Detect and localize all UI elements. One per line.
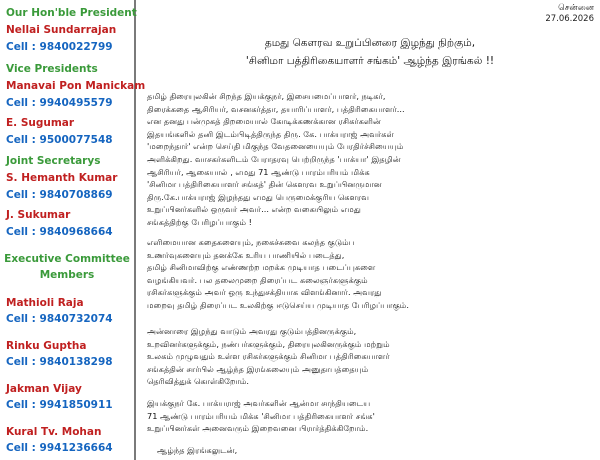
ec4-cell: Cell : 9941236664 bbox=[6, 442, 113, 454]
date-label: 27.06.2026 bbox=[545, 14, 594, 24]
date-block bbox=[545, 3, 594, 25]
ec4-name: Kural Tv. Mohan bbox=[6, 426, 102, 438]
paragraph-line: சங்கத்திற்கு பேரிழப்பாகும் ! bbox=[147, 216, 252, 227]
paragraph-line: அளிக்கிறது. வாசகர்களிடம் பேராதரவு பெற்றிருந்த 'பாக்யா' இதழின் bbox=[147, 153, 401, 164]
vp2-cell: Cell : 9500077548 bbox=[6, 134, 113, 146]
paragraph-line: 'சினிமா பத்திரிகையாளர் சங்கத்' தின் கௌரவ உறுப்பினருமான bbox=[147, 179, 382, 190]
paragraph-line: இயக்குநர் கே. பாக்யராஜ் அவர்களின் ஆன்மா சாந்தியடைய bbox=[147, 398, 371, 408]
paragraph-line: ரசிகர்களுக்கும் அவர் ஒரு உந்துசக்தியாக விளங்கினார். அவரது bbox=[147, 287, 382, 298]
paragraph-line: திரு.கே.பாக்யராஜ் இழந்தது எமது பெருமைக்குரிய கௌரவ bbox=[147, 191, 370, 202]
president-name: Nellai Sundarrajan bbox=[6, 24, 117, 36]
paragraph-line: உறவினர்களுக்கும், நண்பர்களுக்கும், திரையுலகினருக்கும் மற்றும் bbox=[147, 338, 390, 349]
js1-name: S. Hemanth Kumar bbox=[6, 172, 118, 184]
paragraph-line: திரைக்கதை ஆசிரியர், வசனகர்த்தா, தயாரிப்பாளர், பத்திரிகையாளர்... bbox=[147, 103, 405, 114]
president-cell: Cell : 9840022799 bbox=[6, 41, 113, 53]
ec-heading-line2: Members bbox=[39, 269, 95, 281]
paragraph-line: சங்கத்தின் சார்பில் ஆழ்ந்த இரங்கலையும் அனுதாபத்தையும் bbox=[147, 363, 369, 374]
paragraph-line: எளிமையான கதைகளையும், நகைச்சுவை கலந்த குடும்ப bbox=[147, 237, 355, 247]
vp1-name: Manavai Pon Manickam bbox=[6, 80, 146, 92]
paragraph-2 bbox=[147, 236, 592, 312]
paragraph-line: ஆசிரியர், ஆகையால் , எமது 71 ஆண்டு பாரம்பரியம் மிக்க bbox=[147, 166, 370, 177]
paragraph-4 bbox=[147, 397, 592, 435]
ec2-name: Rinku Guptha bbox=[6, 340, 87, 352]
ec1-name: Mathioli Raja bbox=[6, 297, 84, 309]
paragraph-line: உறுப்பினர்கள் அனைவரும் இறைவனை பிரார்த்திக்கிறோம். bbox=[147, 423, 369, 434]
paragraph-1 bbox=[147, 90, 592, 229]
title-line-1: தமது கௌரவ உறுப்பினரை இழந்து நிற்கும், bbox=[264, 37, 476, 49]
paragraph-line: வழங்கியவர். பல தலைமுறை திரைப்பட கலைஞர்களுக்கும் bbox=[147, 274, 368, 285]
ec1-cell: Cell : 9840732074 bbox=[6, 313, 113, 325]
paragraph-line: என தனது பன்முகத் திறமையால் கோடிக்கணக்கான ரசிகர்களின் bbox=[147, 116, 381, 127]
js1-cell: Cell : 9840708869 bbox=[6, 189, 113, 201]
ec-heading-line1: Executive Committee bbox=[4, 253, 130, 265]
office-bearers-sidebar bbox=[0, 0, 146, 460]
paragraph-line: உறுப்பினர்களில் ஒருவர் அவர்... என்ற வகையிலும் எமது bbox=[147, 204, 361, 215]
paragraph-line: தமிழ் திரையுலகின் சிறந்த இயக்குநர், இசையமைப்பாளர், நடிகர், bbox=[147, 91, 386, 101]
paragraph-line: உணர்வுகளையும் தனக்கே உரிய பாணியில் படைத்து, bbox=[147, 249, 345, 260]
paragraph-line: தெரிவித்துக் கொள்கிறோம். bbox=[147, 376, 250, 387]
paragraph-line: அன்னாரை இழந்து வாடும் அவரது குடும்பத்தினருக்கும், bbox=[147, 326, 357, 336]
paragraph-line: 'மறைந்தார்' என்ற செய்தி மிகுந்த வேதனையையும் பேரதிர்ச்சியையும் bbox=[147, 141, 404, 152]
closing-line: ஆழ்ந்த இரங்கலுடன், bbox=[157, 445, 238, 455]
js-heading: Joint Secretarys bbox=[6, 155, 101, 167]
title-line-2: 'சினிமா பத்திரிகையாளர் சங்கம்' ஆழ்ந்த இரங்கல் !! bbox=[245, 55, 495, 67]
js2-name: J. Sukumar bbox=[6, 209, 71, 221]
paragraph-3 bbox=[147, 325, 592, 388]
paragraph-line: இதயங்களில் தனி இடம்பிடித்திருந்த திரு. கே. பாக்யராஜ் அவர்கள் bbox=[147, 128, 394, 139]
paragraph-line: தமிழ் சினிமாவிற்கு எண்ணற்ற மறக்க முடியாத படைப்புகளை bbox=[147, 262, 376, 273]
paragraph-line: உலகம் முழுவதும் உள்ள ரசிகர்களுக்கும் சினிமா பத்திரிகையாளர் bbox=[147, 351, 390, 362]
ec3-name: Jakman Vijay bbox=[6, 383, 82, 395]
city-label: சென்னை bbox=[558, 3, 594, 13]
paragraph-line: 71 ஆண்டு பாரம்பரியம் மிக்க 'சினிமா பத்திரிகையாளர் சங்க' bbox=[147, 410, 375, 421]
js2-cell: Cell : 9840968664 bbox=[6, 226, 113, 238]
president-heading: Our Hon'ble President bbox=[6, 7, 137, 19]
paragraph-line: மறைவு தமிழ் திரைப்பட உலகிற்கு ஈடுசெய்ய முடியாத பேரிழப்பாகும். bbox=[147, 299, 409, 310]
ec2-cell: Cell : 9840138298 bbox=[6, 356, 113, 368]
vp-heading: Vice Presidents bbox=[6, 63, 98, 75]
vp1-cell: Cell : 9940495579 bbox=[6, 97, 113, 109]
vp2-name: E. Sugumar bbox=[6, 117, 75, 129]
ec3-cell: Cell : 9941850911 bbox=[6, 399, 113, 411]
